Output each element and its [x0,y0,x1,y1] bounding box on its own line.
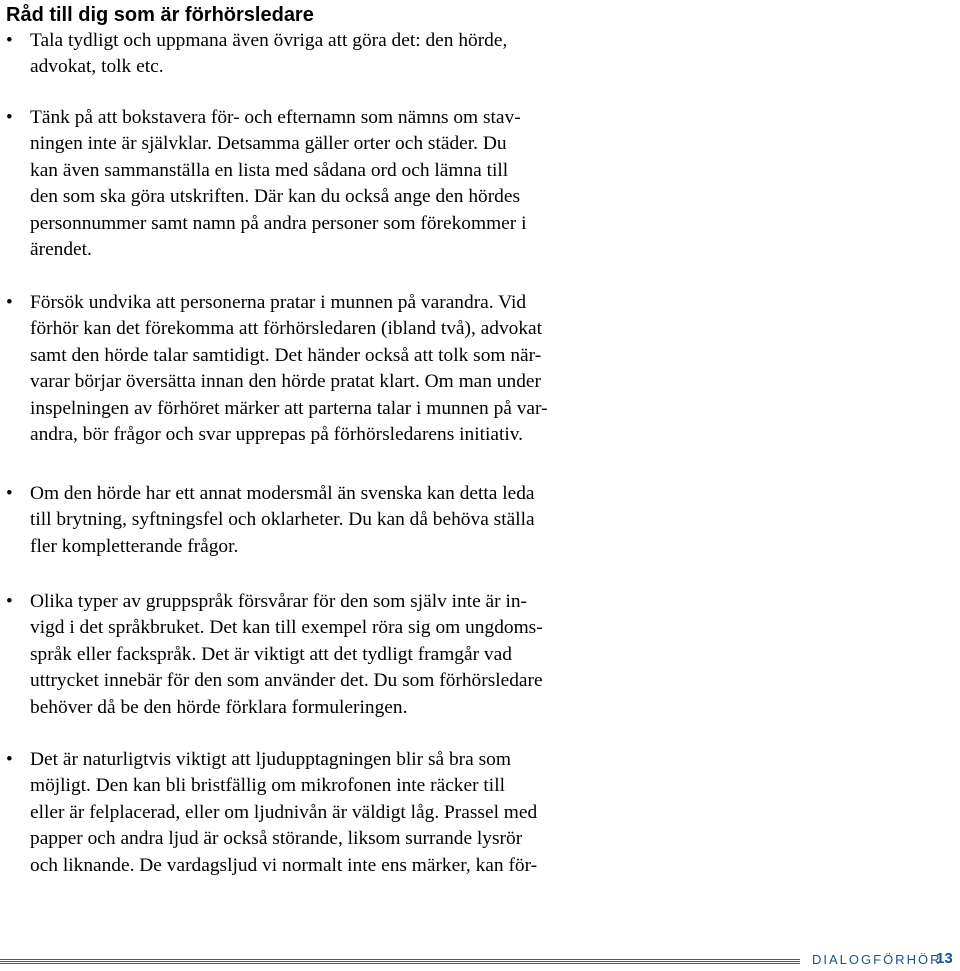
text-line: Tala tydligt och uppmana även övriga att göra det: den hörde, [30,30,508,51]
text-line: inspelningen av förhöret märker att parterna talar i munnen på var- [30,397,548,419]
text-line: Försök undvika att personerna pratar i munnen på varandra. Vid [30,292,527,313]
text-line: möjligt. Den kan bli bristfällig om mikrofonen inte räcker till [30,775,505,797]
text-line: advokat, tolk etc. [30,56,164,78]
text-line: ningen inte är självklar. Detsamma gäller orter och städer. Du [30,133,507,155]
text-line: ärendet. [30,239,92,261]
list-item-text [30,290,640,448]
text-line: fler kompletterande frågor. [30,535,239,557]
text-line: eller är felplacerad, eller om ljudnivån är väldigt låg. Prassel med [30,801,538,823]
bullet-icon: • [6,591,13,612]
text-line: papper och andra ljud är också störande, liksom surrande lysrör [30,828,523,850]
text-line: språk eller fackspråk. Det är viktigt att det tydligt framgår vad [30,643,512,665]
list-item-text [30,481,640,560]
bullet-icon: • [6,483,13,504]
text-line: Tänk på att bokstavera för- och efternamn som nämns om stav- [30,107,521,128]
text-line: vigd i det språkbruket. Det kan till exempel röra sig om ungdoms- [30,617,543,639]
text-line: andra, bör frågor och svar upprepas på förhörsledarens initiativ. [30,424,524,446]
text-line: samt den hörde talar samtidigt. Det händer också att tolk som när- [30,344,542,366]
text-line: Om den hörde har ett annat modersmål än svenska kan detta leda [30,483,535,504]
text-line: Det är naturligtvis viktigt att ljudupptagningen blir så bra som [30,749,511,770]
bullet-icon: • [6,30,13,51]
text-line: uttrycket innebär för den som använder det. Du som förhörsledare [30,670,543,692]
bullet-icon: • [6,107,13,128]
list-item-text [30,589,640,721]
page-number: 13 [936,950,953,967]
text-line: personnummer samt namn på andra personer som förekommer i [30,212,527,234]
text-line: den som ska göra utskriften. Där kan du också ange den hördes [30,186,521,208]
running-footer-title: DIALOGFÖRHÖR [812,952,942,967]
text-line: till brytning, syftningsfel och oklarheter. Du kan då behöva ställa [30,509,535,531]
list-item-text [30,105,640,263]
text-line: förhör kan det förekomma att förhörsledaren (ibland två), advokat [30,318,543,340]
list-item-text [30,747,640,879]
text-line: behöver då be den hörde förklara formuleringen. [30,696,408,718]
section-heading: Råd till dig som är förhörsledare [6,4,314,26]
text-line: kan även sammanställa en lista med sådana ord och lämna till [30,159,509,181]
bullet-icon: • [6,749,13,770]
text-line: varar börjar översätta innan den hörde pratat klart. Om man under [30,371,541,393]
text-line: Olika typer av gruppspråk försvårar för den som själv inte är in- [30,591,527,612]
bullet-icon: • [6,292,13,313]
footer-rule [0,958,800,964]
text-line: och liknande. De vardagsljud vi normalt inte ens märker, kan för- [30,854,538,876]
list-item-text [30,28,640,81]
